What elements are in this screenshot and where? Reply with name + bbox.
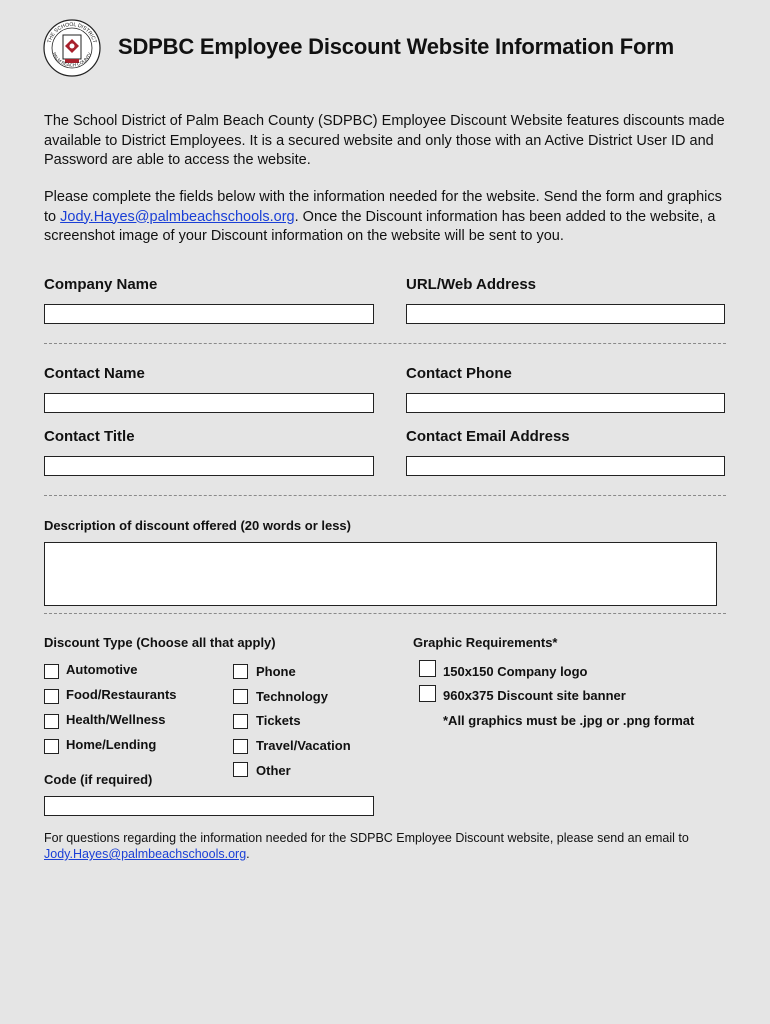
instructions-paragraph [44,188,734,247]
contact-email-link[interactable]: Jody.Hayes@palmbeachschools.org [60,208,295,225]
contact-email-field[interactable] [406,456,725,476]
technology-checkbox[interactable] [233,689,248,704]
site-banner-checkbox[interactable] [419,685,436,702]
school-district-seal-icon [43,19,101,77]
food-restaurants-checkbox[interactable] [44,689,59,704]
section-divider [44,495,726,496]
footer-text: For questions regarding the information needed for the SDPBC Employee Discount website, please send an email to [44,831,689,845]
contact-phone-field[interactable] [406,393,725,413]
health-wellness-label: Health/Wellness [66,712,166,727]
company-name-field[interactable] [44,304,374,324]
food-restaurants-label: Food/Restaurants [66,687,177,702]
contact-name-label: Contact Name [44,365,145,382]
svg-text:PALM BEACH COUNTY: PALM BEACH COUNTY [51,51,93,68]
company-name-label: Company Name [44,276,158,293]
travel-vacation-checkbox[interactable] [233,739,248,754]
instructions-text-start: Please complete the fields below with the information needed for the website. Send the form and graphics to [44,189,722,225]
graphic-requirements-heading: Graphic Requirements* [413,635,558,650]
other-checkbox[interactable] [233,762,248,777]
tickets-label: Tickets [256,713,301,728]
section-divider [44,613,726,614]
automotive-label: Automotive [66,662,138,677]
contact-email-label: Contact Email Address [406,428,570,445]
url-field[interactable] [406,304,725,324]
footer-note [44,830,734,862]
home-lending-label: Home/Lending [66,737,157,752]
footer-period: . [246,847,250,861]
graphics-format-note: *All graphics must be .jpg or .png format [443,713,695,728]
code-label: Code (if required) [44,772,153,787]
url-label: URL/Web Address [406,276,537,293]
discount-type-heading: Discount Type (Choose all that apply) [44,635,276,650]
contact-name-field[interactable] [44,393,374,413]
phone-checkbox[interactable] [233,664,248,679]
section-divider [44,343,726,344]
description-field[interactable] [44,542,717,606]
automotive-checkbox[interactable] [44,664,59,679]
other-label: Other [256,763,291,778]
intro-paragraph: The School District of Palm Beach County (SDPBC) Employee Discount Website features discounts made available to District Employees. It is a secured website and only those with an Active District User ID and Password are able to access the website. [44,113,725,168]
site-banner-label: 960x375 Discount site banner [443,688,626,703]
svg-text:THE SCHOOL DISTRICT: THE SCHOOL DISTRICT [46,21,98,44]
phone-label: Phone [256,664,296,679]
travel-vacation-label: Travel/Vacation [256,738,351,753]
instructions-text-end: . Once the Discount information has been added to the website, a screenshot image of your Discount information on the website will be sent to you. [44,208,716,244]
company-logo-checkbox[interactable] [419,660,436,677]
contact-phone-label: Contact Phone [406,365,512,382]
code-field[interactable] [44,796,374,816]
page-title: SDPBC Employee Discount Website Information Form [118,34,674,59]
description-label: Description of discount offered (20 words or less) [44,518,351,533]
tickets-checkbox[interactable] [233,714,248,729]
company-logo-label: 150x150 Company logo [443,664,588,679]
footer-email-link[interactable]: Jody.Hayes@palmbeachschools.org [44,847,247,861]
technology-label: Technology [256,689,328,704]
home-lending-checkbox[interactable] [44,739,59,754]
health-wellness-checkbox[interactable] [44,714,59,729]
contact-title-field[interactable] [44,456,374,476]
contact-title-label: Contact Title [44,428,135,445]
